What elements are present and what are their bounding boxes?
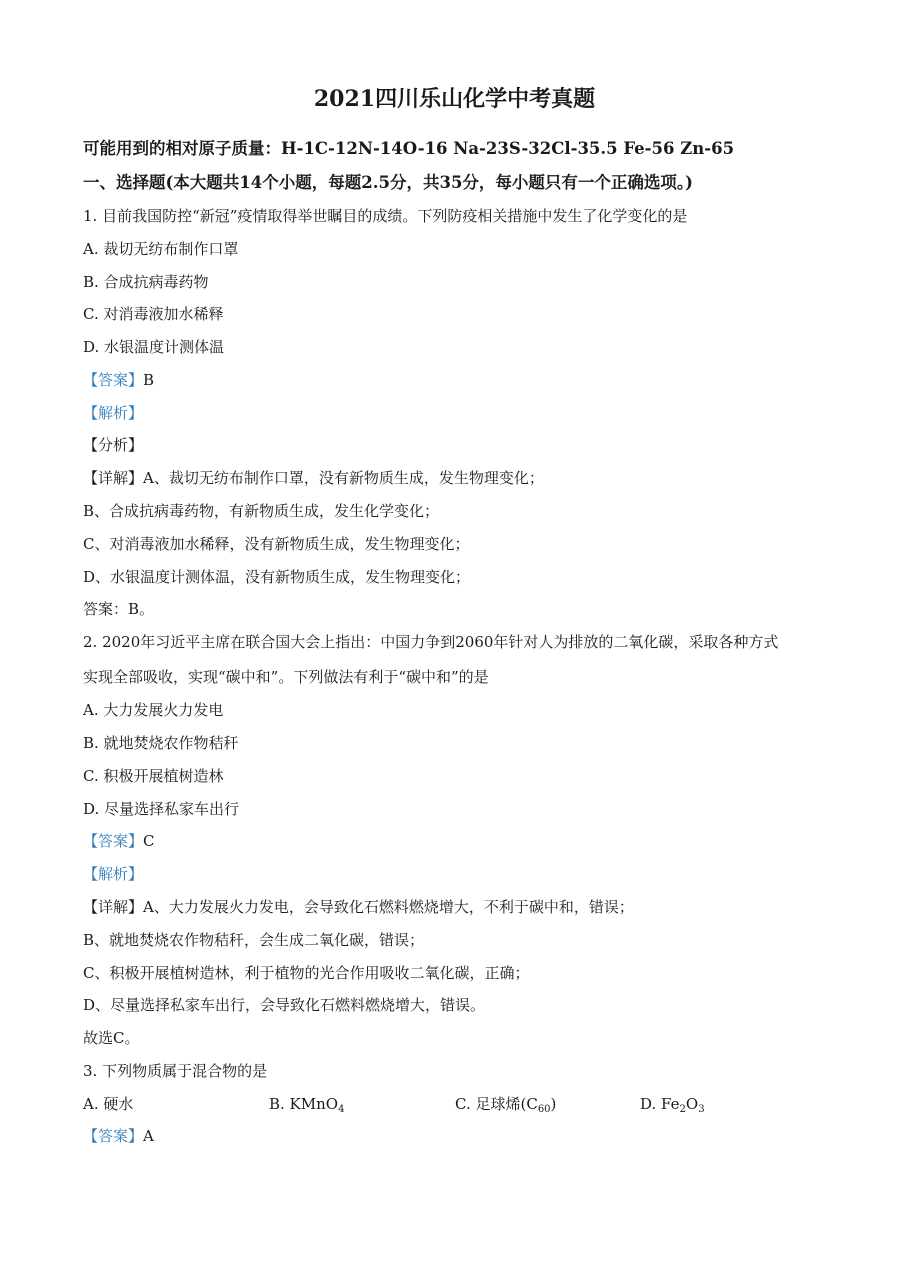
subscript: 2	[679, 1104, 686, 1115]
q2-detail-a	[83, 896, 853, 918]
page-title: 2021四川乐山化学中考真题	[313, 86, 596, 112]
q3-option-d	[640, 1093, 705, 1115]
subscript: 4	[338, 1104, 345, 1115]
atomic-mass-line: 可能用到的相对原子质量：H-1C-12N-14O-16 Na-23S-32Cl-35.5 Fe-56 Zn-65	[83, 139, 735, 158]
q1-detail-a	[83, 467, 853, 489]
detail-text: A、裁切无纺布制作口罩，没有新物质生成，发生物理变化；	[143, 469, 544, 487]
formula-text: B. KMnO	[269, 1095, 339, 1113]
q1-answer	[83, 369, 853, 391]
q2-conclusion: 故选C。	[83, 1029, 140, 1047]
answer-value: C	[143, 832, 155, 850]
q2-option-d: D. 尽量选择私家车出行	[83, 800, 240, 818]
q2-detail-d: D、尽量选择私家车出行，会导致化石燃料燃烧增大，错误。	[83, 996, 486, 1014]
detail-text: A、大力发展火力发电，会导致化石燃料燃烧增大，不利于碳中和，错误；	[143, 898, 634, 916]
q2-option-b: B. 就地焚烧农作物秸秆	[83, 734, 239, 752]
question-3-stem: 3. 下列物质属于混合物的是	[83, 1062, 268, 1080]
q3-option-c	[455, 1093, 556, 1115]
question-1-stem: 1. 目前我国防控“新冠”疫情取得举世瞩目的成绩。下列防疫相关措施中发生了化学变化的是	[83, 207, 688, 225]
section-heading: 一、选择题(本大题共14个小题，每题2.5分，共35分，每小题只有一个正确选项。)	[83, 173, 693, 192]
q1-option-d: D. 水银温度计测体温	[83, 338, 225, 356]
formula-text: C. 足球烯(C	[455, 1095, 538, 1113]
q2-answer	[83, 830, 853, 852]
subscript: 60	[537, 1104, 551, 1115]
q1-detail-b: B、合成抗病毒药物，有新物质生成，发生化学变化；	[83, 502, 440, 520]
formula-text: O	[685, 1095, 699, 1113]
answer-tag: 【答案】	[83, 1127, 144, 1145]
q3-answer	[83, 1125, 853, 1147]
q1-option-b: B. 合成抗病毒药物	[83, 273, 209, 291]
formula-text: D. Fe	[640, 1095, 680, 1113]
q1-conclusion: 答案：B。	[83, 600, 155, 618]
detail-tag: 【详解】	[83, 469, 144, 487]
question-2-stem-line2: 实现全部吸收，实现“碳中和”。下列做法有利于“碳中和”的是	[83, 668, 489, 686]
q2-analysis-tag: 【解析】	[83, 865, 144, 883]
question-2-stem-line1: 2. 2020年习近平主席在联合国大会上指出：中国力争到2060年针对人为排放的二氧化碳，采取各种方式	[83, 633, 779, 651]
q1-detail-d: D、水银温度计测体温，没有新物质生成，发生物理变化；	[83, 568, 471, 586]
q1-analysis-tag: 【解析】	[83, 404, 144, 422]
q1-option-c: C. 对消毒液加水稀释	[83, 305, 224, 323]
q2-option-c: C. 积极开展植树造林	[83, 767, 224, 785]
q1-detail-c: C、对消毒液加水稀释，没有新物质生成，发生物理变化；	[83, 535, 470, 553]
answer-value: A	[143, 1127, 154, 1145]
q2-option-a: A. 大力发展火力发电	[83, 701, 224, 719]
q1-fenxi-tag: 【分析】	[83, 436, 144, 454]
subscript: 3	[698, 1104, 705, 1115]
detail-tag: 【详解】	[83, 898, 144, 916]
answer-tag: 【答案】	[83, 371, 144, 389]
q2-detail-c: C、积极开展植树造林，利于植物的光合作用吸收二氧化碳，正确；	[83, 964, 530, 982]
q1-option-a: A. 裁切无纺布制作口罩	[83, 240, 239, 258]
q3-option-b	[269, 1093, 344, 1115]
answer-tag: 【答案】	[83, 832, 144, 850]
answer-value: B	[143, 371, 155, 389]
q2-detail-b: B、就地焚烧农作物秸秆，会生成二氧化碳，错误；	[83, 931, 425, 949]
formula-text: )	[550, 1095, 557, 1113]
q3-option-a: A. 硬水	[83, 1095, 134, 1113]
